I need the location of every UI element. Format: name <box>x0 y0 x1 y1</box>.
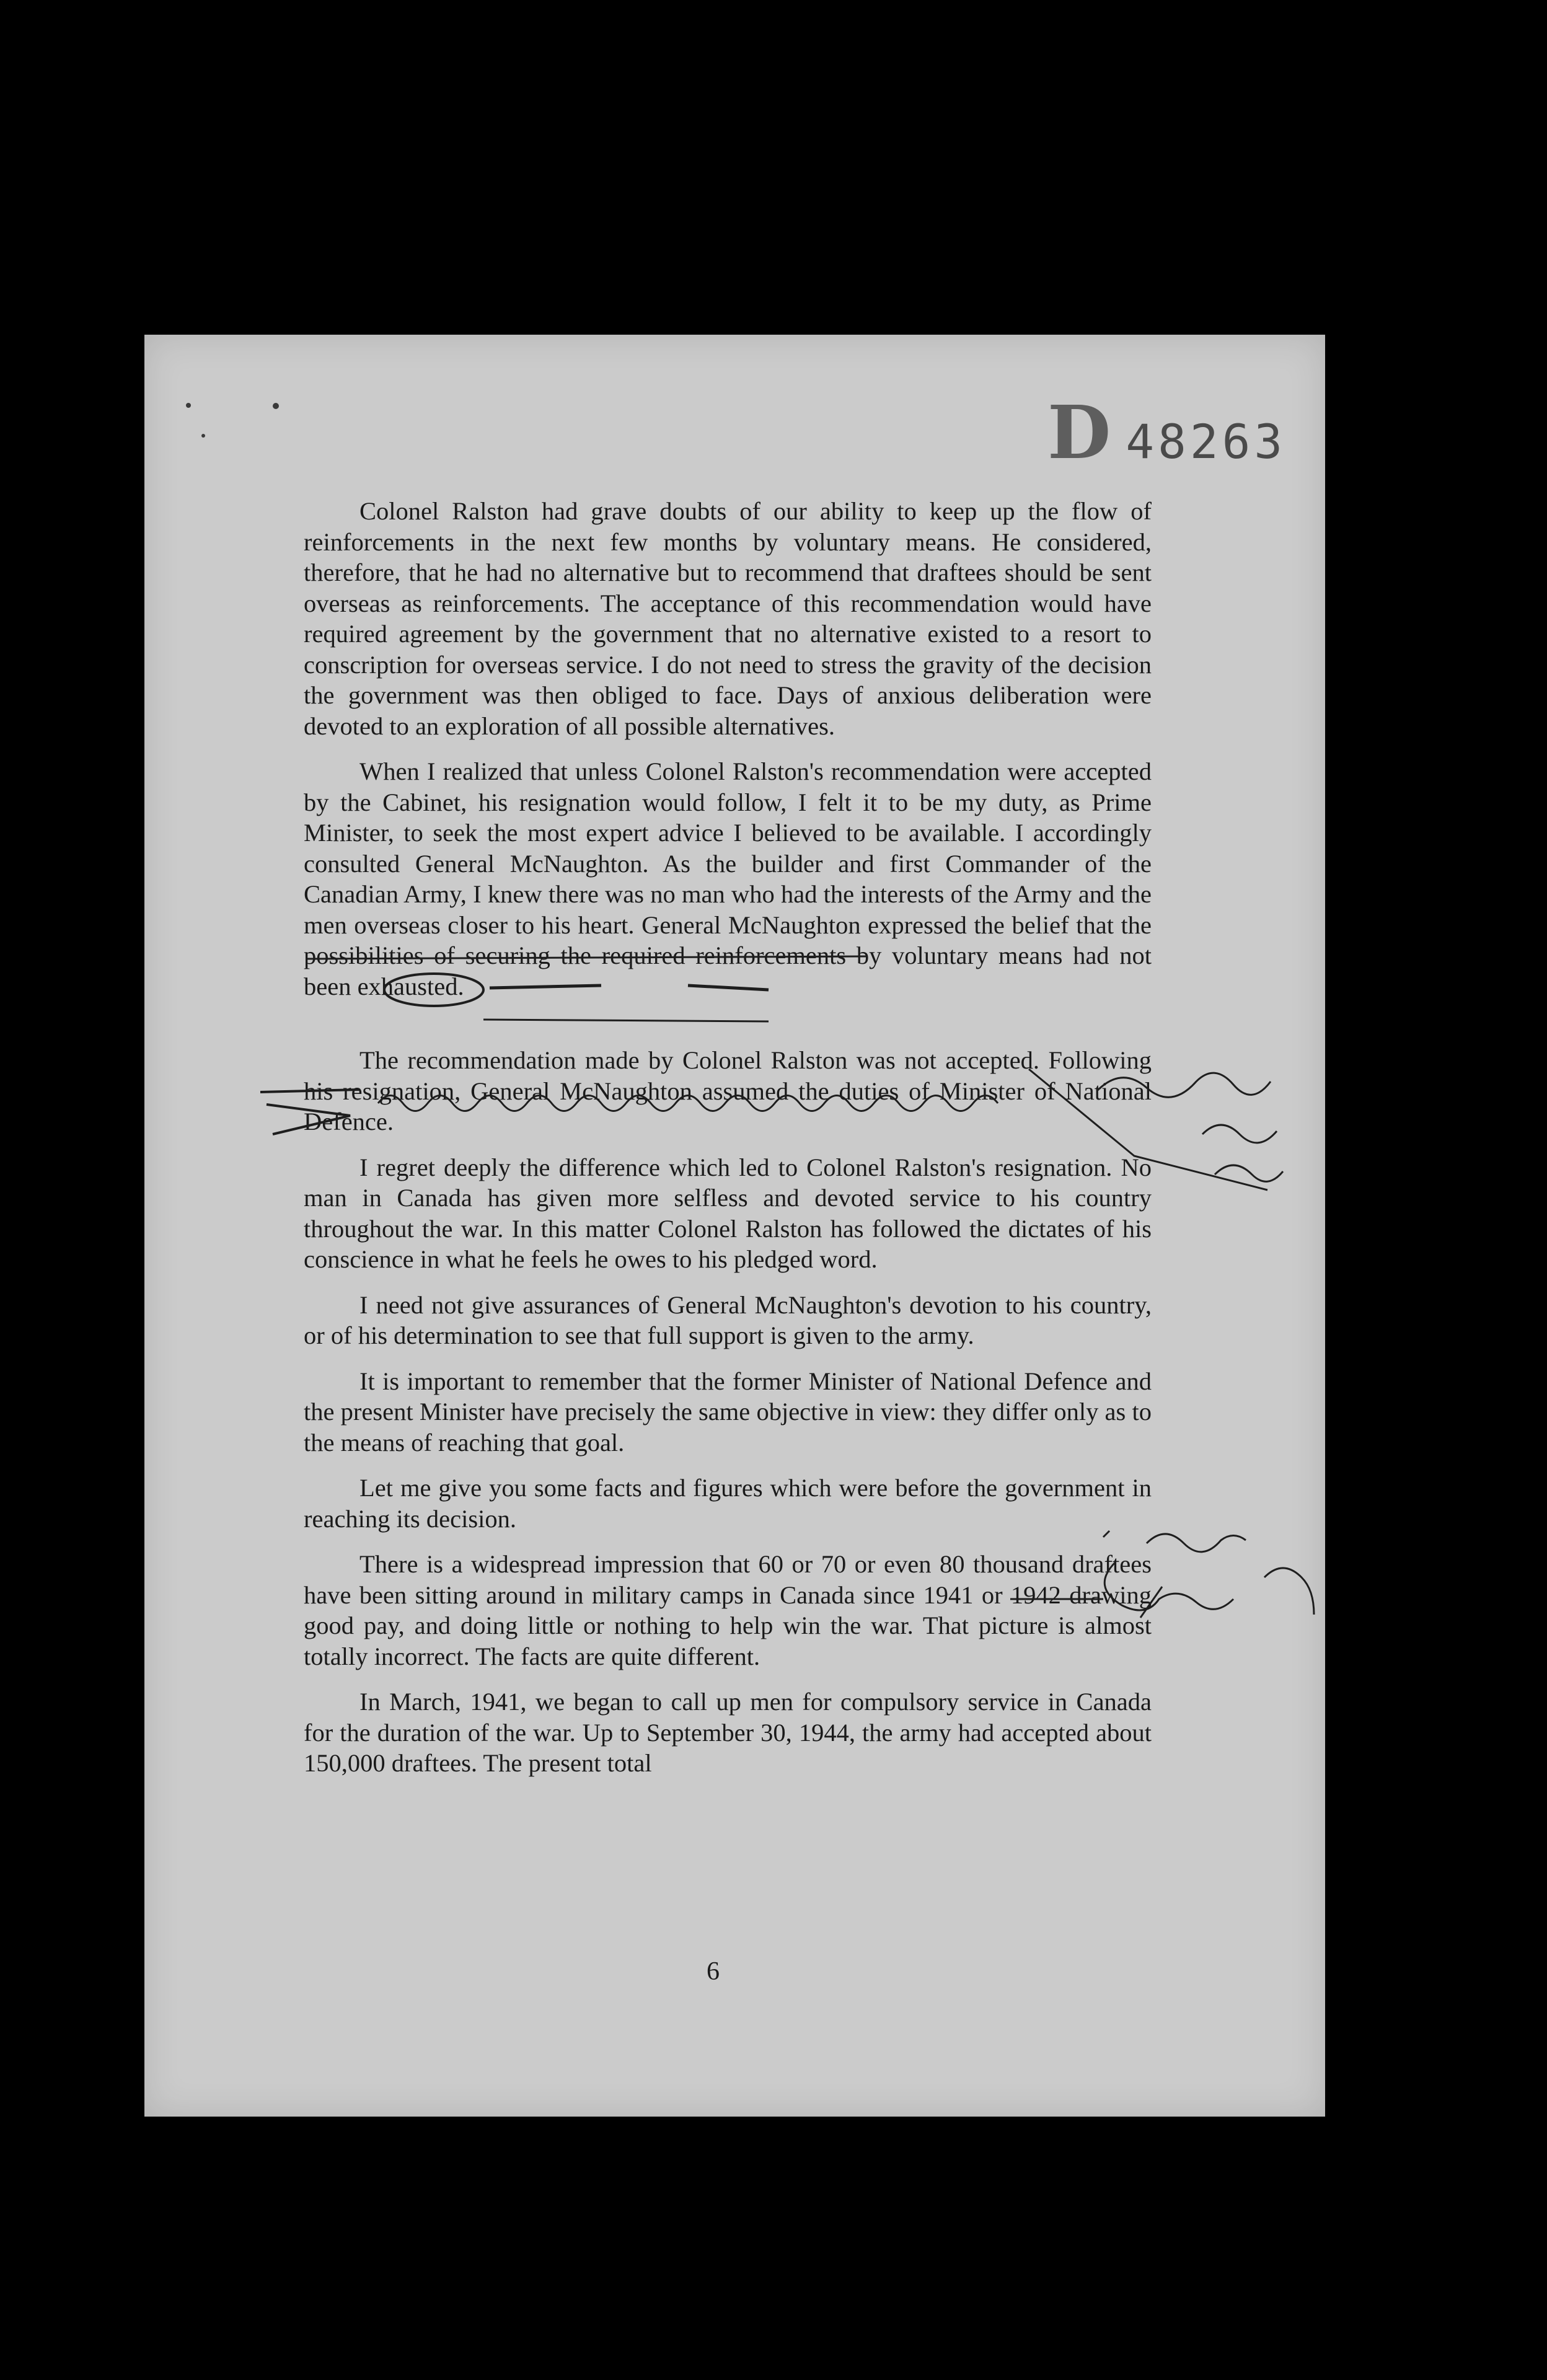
stamp-number: 48263 <box>1126 414 1287 469</box>
stamp-letter: D <box>1047 389 1114 475</box>
paragraph: When I realized that unless Colonel Ralston's recommendation were accepted by the Cabinet, his resignation would follow, I felt it to be my duty, as Prime Minister, to seek the most expert advice I believed to be available. I accordingly consulted General McNaughton. As the builder and first Commander of the Canadian Army, I knew there was no man who had the interests of the Army and the men overseas closer to his heart. General McNaughton expressed the belief that the possibilities of securing the required reinforcements by voluntary means had not been exhausted. <box>304 757 1152 1000</box>
paragraph: Colonel Ralston had grave doubts of our ability to keep up the flow of reinforcements in the next few months by voluntary means. He considered, therefore, that he had no alternative but to recommend that draftees should be sent overseas as reinforcements. The acceptance of this recommendation would have required agreement by the government that no alternative existed to a resort to conscription for overseas service. I do not need to stress the gravity of the decision the government was then obliged to face. Days of anxious deliberation were devoted to an exploration of all possible alternatives. <box>304 497 1152 740</box>
document-body <box>304 496 1152 1794</box>
paragraph: I need not give assurances of General McNaughton's devotion to his country, or of his determination to see that full support is given to the army. <box>304 1290 1152 1349</box>
paragraph: There is a widespread impression that 60 or 70 or even 80 thousand draftees have been sitting around in military camps in Canada since 1941 or 1942 drawing good pay, and doing little or nothing to help win the war. That picture is almost totally incorrect. The facts are quite different. <box>304 1550 1152 1670</box>
paragraph: Let me give you some facts and figures which were before the government in reaching its decision. <box>304 1474 1152 1533</box>
paragraph: The recommendation made by Colonel Ralston was not accepted. Following his resignation, General McNaughton assumed the duties of Minister of National Defence. <box>304 1046 1152 1135</box>
archive-stamp <box>1047 389 1286 475</box>
paragraph: In March, 1941, we began to call up men for compulsory service in Canada for the duration of the war. Up to September 30, 1944, the army had accepted about 150,000 draftees. The present total <box>304 1688 1152 1777</box>
paragraph: I regret deeply the difference which led to Colonel Ralston's resignation. No man in Canada has given more selfless and devoted service to his country throughout the war. In this matter Colonel Ralston has followed the dictates of his conscience in what he feels he owes to his pledged word. <box>304 1153 1152 1273</box>
paragraph: It is important to remember that the former Minister of National Defence and the present Minister have precisely the same objective in view: they differ only as to the means of reaching that goal. <box>304 1367 1152 1457</box>
speck <box>201 434 205 438</box>
speck <box>273 403 279 409</box>
page-number: 6 <box>707 1957 720 1986</box>
speck <box>186 403 191 408</box>
